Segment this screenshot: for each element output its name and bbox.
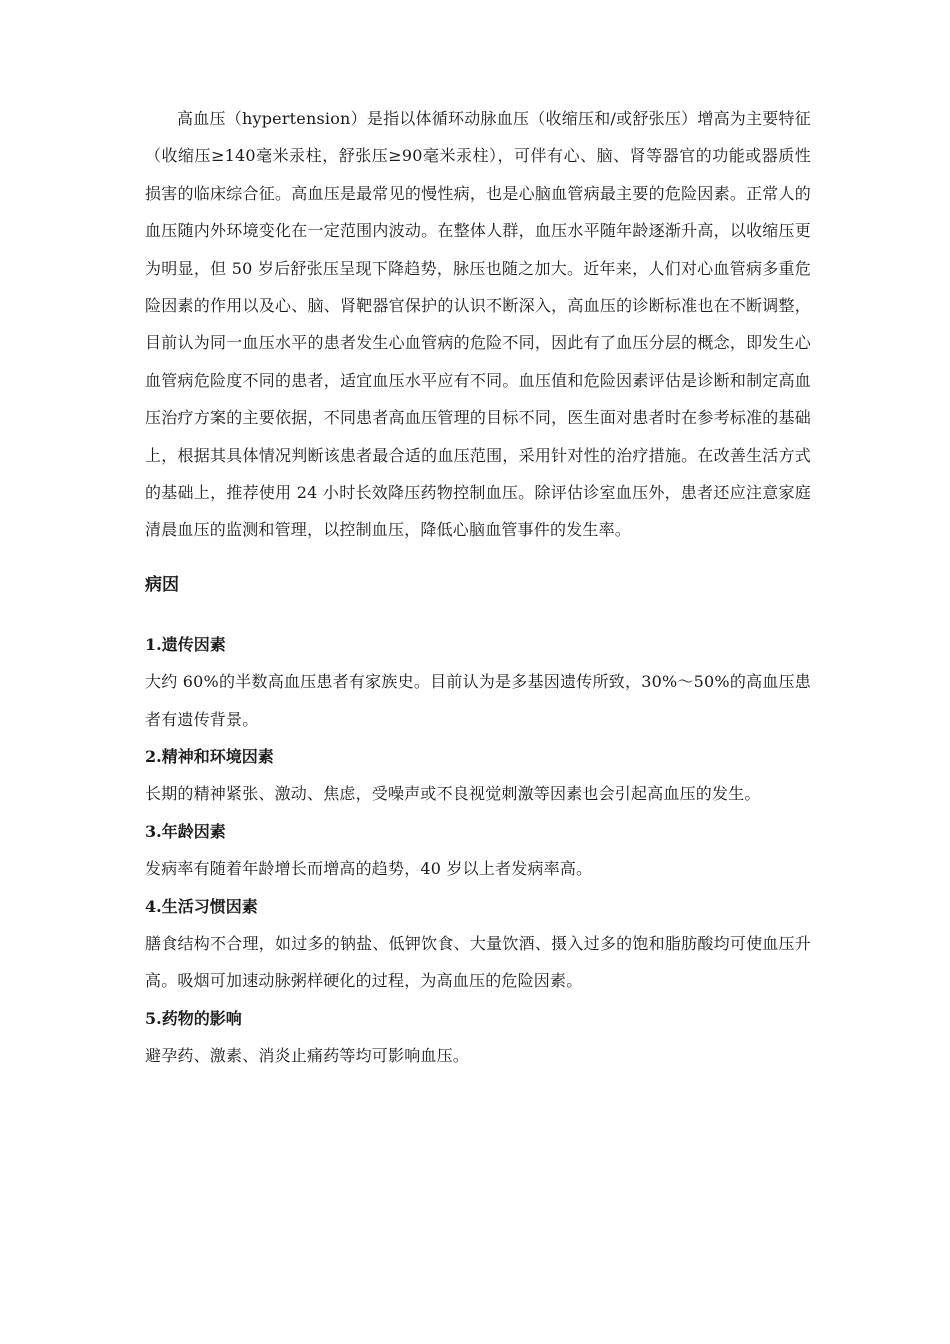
factor-title: 5.药物的影响: [145, 1008, 242, 1028]
factor-item: [145, 738, 811, 813]
factor-list: [145, 626, 811, 1075]
factor-text: 大约 60%的半数高血压患者有家族史。目前认为是多基因遗传所致，30%～50%的高血压患者有遗传背景。: [145, 672, 811, 729]
document-page: [145, 100, 811, 1075]
factor-text: 长期的精神紧张、激动、焦虑，受噪声或不良视觉刺激等因素也会引起高血压的发生。: [145, 784, 761, 804]
factor-title: 3.年龄因素: [145, 821, 226, 841]
section-title: 病因: [145, 574, 179, 595]
intro-paragraph: 高血压（hypertension）是指以体循环动脉血压（收缩压和/或舒张压）增高为主要特征（收缩压≥140毫米汞柱，舒张压≥90毫米汞柱），可伴有心、脑、肾等器官的功能或器质性损害的临床综合征。高血压是最常见的慢性病，也是心脑血管病最主要的危险因素。正常人的血压随内外环境变化在一定范围内波动。在整体人群，血压水平随年龄逐渐升高，以收缩压更为明显，但 50 岁后舒张压呈现下降趋势，脉压也随之加大。近年来，人们对心血管病多重危险因素的作用以及心、脑、肾靶器官保护的认识不断深入，高血压的诊断标准也在不断调整，目前认为同一血压水平的患者发生心血管病的危险不同，因此有了血压分层的概念，即发生心血管病危险度不同的患者，适宜血压水平应有不同。血压值和危险因素评估是诊断和制定高血压治疗方案的主要依据，不同患者高血压管理的目标不同，医生面对患者时在参考标准的基础上，根据其具体情况判断该患者最合适的血压范围，采用针对性的治疗措施。在改善生活方式的基础上，推荐使用 24 小时长效降压药物控制血压。除评估诊室血压外，患者还应注意家庭清晨血压的监测和管理，以控制血压，降低心脑血管事件的发生率。: [145, 109, 811, 540]
factor-item: [145, 888, 811, 1000]
factor-title: 4.生活习惯因素: [145, 896, 258, 916]
factor-text: 膳食结构不合理，如过多的钠盐、低钾饮食、大量饮酒、摄入过多的饱和脂肪酸均可使血压升高。吸烟可加速动脉粥样硬化的过程，为高血压的危险因素。: [145, 934, 811, 991]
factor-title: 1.遗传因素: [145, 634, 226, 654]
factor-item: [145, 813, 811, 888]
factor-text: 发病率有随着年龄增长而增高的趋势，40 岁以上者发病率高。: [145, 859, 593, 879]
factor-item: [145, 1000, 811, 1075]
factor-item: [145, 626, 811, 738]
factor-title: 2.精神和环境因素: [145, 747, 274, 767]
factor-text: 避孕药、激素、消炎止痛药等均可影响血压。: [145, 1046, 470, 1066]
